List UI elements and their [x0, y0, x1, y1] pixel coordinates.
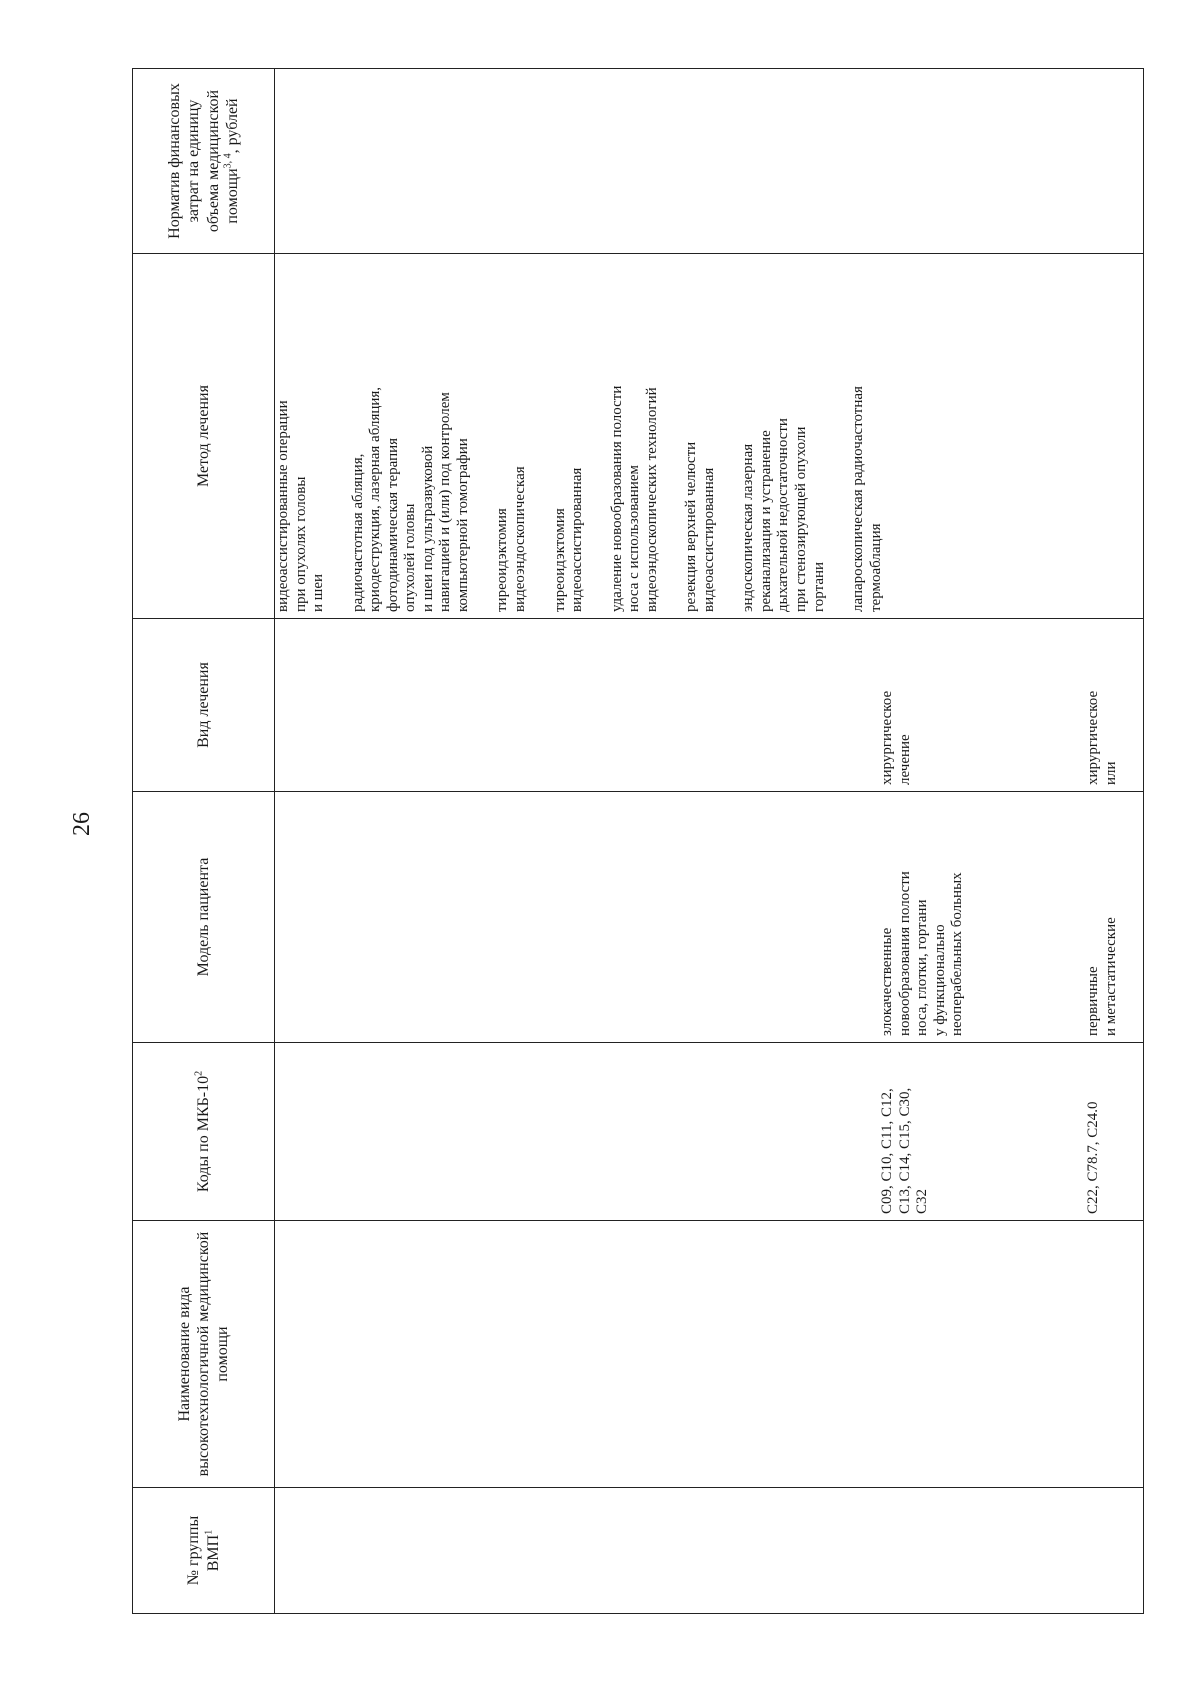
codes-row-a: C09, C10, C11, C12, C13, C14, C15, C30, C32 — [879, 1087, 931, 1214]
method-item: тиреоидэктомия видеоассистированная — [551, 467, 586, 612]
table-header-row — [133, 69, 275, 1614]
header-patient-model: Модель пациента — [133, 792, 275, 1043]
method-item: лапароскопическая радиочастотная термоаблация — [850, 386, 884, 612]
header-vmp-name: Наименование вида высокотехнологичной медицинской помощи — [133, 1221, 275, 1488]
page-number: 26 — [68, 812, 95, 836]
header-icd-codes: Коды по МКБ-$10^2$ — [133, 1043, 275, 1221]
method-item: удаление новообразования полости носа с использованием видеоэндоскопических технологий — [608, 385, 660, 612]
cell-vmp-name — [275, 1221, 1144, 1488]
method-item: резекция верхней челюсти видеоассистированная — [683, 441, 717, 612]
header-treatment-method: Метод лечения — [133, 254, 275, 619]
vmp-table — [132, 68, 1144, 1614]
model-row-b: первичные и метастатические — [1085, 917, 1119, 1036]
header-group-number: № группы ВМП$^1$ — [133, 1488, 275, 1614]
cell-patient-model — [275, 792, 1144, 1043]
treatment-row-a: хирургическое лечение — [879, 690, 913, 785]
method-item: эндоскопическая лазерная реканализация и устранение дыхательной недостаточности при стенозирующей опухоли гортани — [740, 418, 827, 612]
cell-cost-standard — [275, 69, 1144, 254]
cell-group-number — [275, 1488, 1144, 1614]
cell-treatment-type — [275, 619, 1144, 792]
header-treatment-type: Вид лечения — [133, 619, 275, 792]
cell-treatment-methods — [275, 254, 1144, 619]
table-body-row — [275, 69, 1144, 1614]
treatment-row-b: хирургическое или — [1085, 690, 1119, 785]
model-row-a: злокачественные новообразования полости носа, глотки, гортани у функционально неоперабельных больных — [879, 871, 966, 1036]
method-item: видеоассистированные операции при опухолях головы и шеи — [275, 400, 327, 612]
cell-icd-codes — [275, 1043, 1144, 1221]
method-item: радиочастотная абляция, криодеструкция, лазерная абляция, фотодинамическая терапия опухолей головы и шеи под ультразвуковой навигацией и (или) под контролем компьютерной томографии — [349, 386, 471, 612]
rotated-table-container — [132, 69, 1147, 1614]
method-item: тиреоидэктомия видеоэндоскопическая — [494, 466, 529, 612]
codes-row-b: C22, C78.7, C24.0 — [1085, 1101, 1101, 1214]
header-cost-standard: Норматив финансовых затрат на единицу объема медицинской помощи$^{3, 4}$, рублей — [133, 69, 275, 254]
